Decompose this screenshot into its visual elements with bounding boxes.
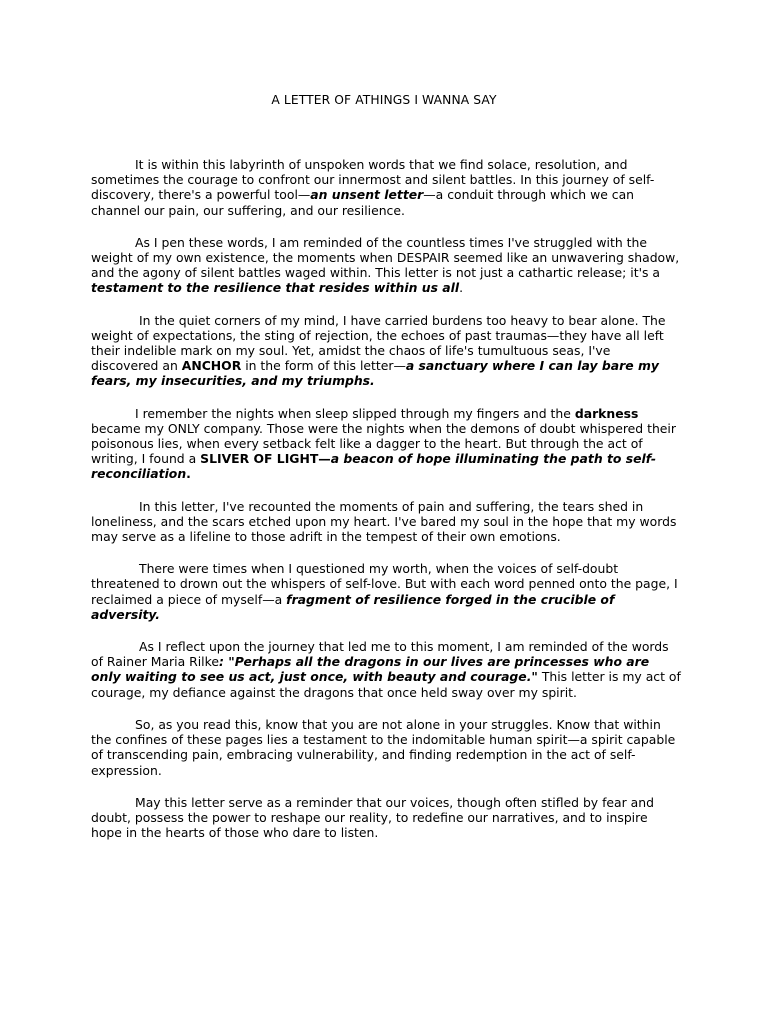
emphasized-text: a sanctuary where I can lay bare my fears, my insecurities, and my triumphs. <box>91 358 659 389</box>
letter-paragraph <box>91 406 681 482</box>
paragraph-text: May this letter serve as a reminder that our voices, though often stifled by fear and doubt, possess the power to reshape our reality, to redefine our narratives, and to inspire hope in the hearts of those who dare to listen. <box>91 794 654 841</box>
document-title: A LETTER OF ATHINGS I WANNA SAY <box>271 93 497 107</box>
emphasized-text: " <box>531 669 538 685</box>
letter-body <box>91 157 681 857</box>
emphasized-text: an unsent letter <box>310 187 424 203</box>
paragraph-text: . <box>459 280 464 296</box>
letter-paragraph <box>91 717 681 778</box>
letter-paragraph <box>91 499 681 545</box>
emphasized-text: fragment of resilience forged in the crucible of adversity. <box>91 591 615 622</box>
paragraph-text: It is within this labyrinth of unspoken words that we find solace, resolution, and sometimes the courage to confront our innermost and silent battles. In this journey of self-discovery, there's a powerful tool— <box>91 157 655 203</box>
paragraph-text: So, as you read this, know that you are not alone in your struggles. Know that within the confines of these pages lies a testament to the indomitable human spirit—a spirit capable of transcending pain, embracing vulnerability, and finding redemption in the act of self-expression. <box>91 716 676 778</box>
emphasized-text: testament to the resilience that resides within us all <box>91 280 460 296</box>
paragraph-text: As I pen these words, I am reminded of the countless times I've struggled with the weight of my own existence, the moments when DESPAIR seemed like an unwavering shadow, and the agony of silent battles waged within. This letter is not just a cathartic release; it's a <box>91 234 680 281</box>
paragraph-text: became my ONLY company. Those were the nights when the demons of doubt whispered their poisonous lies, when every setback felt like a dagger to the heart. But through the act of writing, I found a <box>91 420 676 467</box>
emphasized-text: darkness <box>574 405 639 421</box>
emphasized-text: . <box>186 466 191 482</box>
paragraph-text: This letter is my act of courage, my defiance against the dragons that once held sway over my spirit. <box>91 669 681 700</box>
paragraph-text: As I reflect upon the journey that led me to this moment, I am reminded of the words of Rainer Maria Rilke <box>91 639 669 670</box>
letter-paragraph <box>91 561 681 622</box>
letter-paragraph <box>91 313 681 389</box>
paragraph-text: There were times when I questioned my worth, when the voices of self-doubt threatened to drown out the whispers of self-love. But with each word penned onto the page, I reclaimed a piece of myself—a <box>91 561 678 607</box>
emphasized-text: a beacon of hope illuminating the path to self-reconciliation <box>91 451 657 482</box>
paragraph-text: —a conduit through which we can channel our pain, our suffering, and our resilience. <box>91 187 635 218</box>
paragraph-text: In the quiet corners of my mind, I have carried burdens too heavy to bear alone. The weight of expectations, the sting of rejection, the echoes of past traumas—they have all left their indelible mark on my soul. Yet, amidst the chaos of life's tumultuous seas, I've discovered an <box>91 312 666 374</box>
emphasized-text: : "Perhaps all the dragons in our lives are princesses who are only waiting to see us act, just once, with beauty and courage. <box>91 654 650 685</box>
paragraph-text: In this letter, I've recounted the moments of pain and suffering, the tears shed in loneliness, and the scars etched upon my heart. I've bared my soul in the hope that my words may serve as a lifeline to those adrift in the tempest of their own emotions. <box>91 498 677 545</box>
emphasized-text: ANCHOR <box>181 358 242 374</box>
paragraph-text: I remember the nights when sleep slipped through my fingers and the <box>135 405 575 421</box>
letter-paragraph <box>91 639 681 700</box>
letter-paragraph <box>91 795 681 841</box>
paragraph-text: in the form of this letter— <box>241 358 406 374</box>
letter-paragraph <box>91 235 681 296</box>
emphasized-text: SLIVER OF LIGHT— <box>200 451 331 467</box>
letter-paragraph <box>91 157 681 218</box>
